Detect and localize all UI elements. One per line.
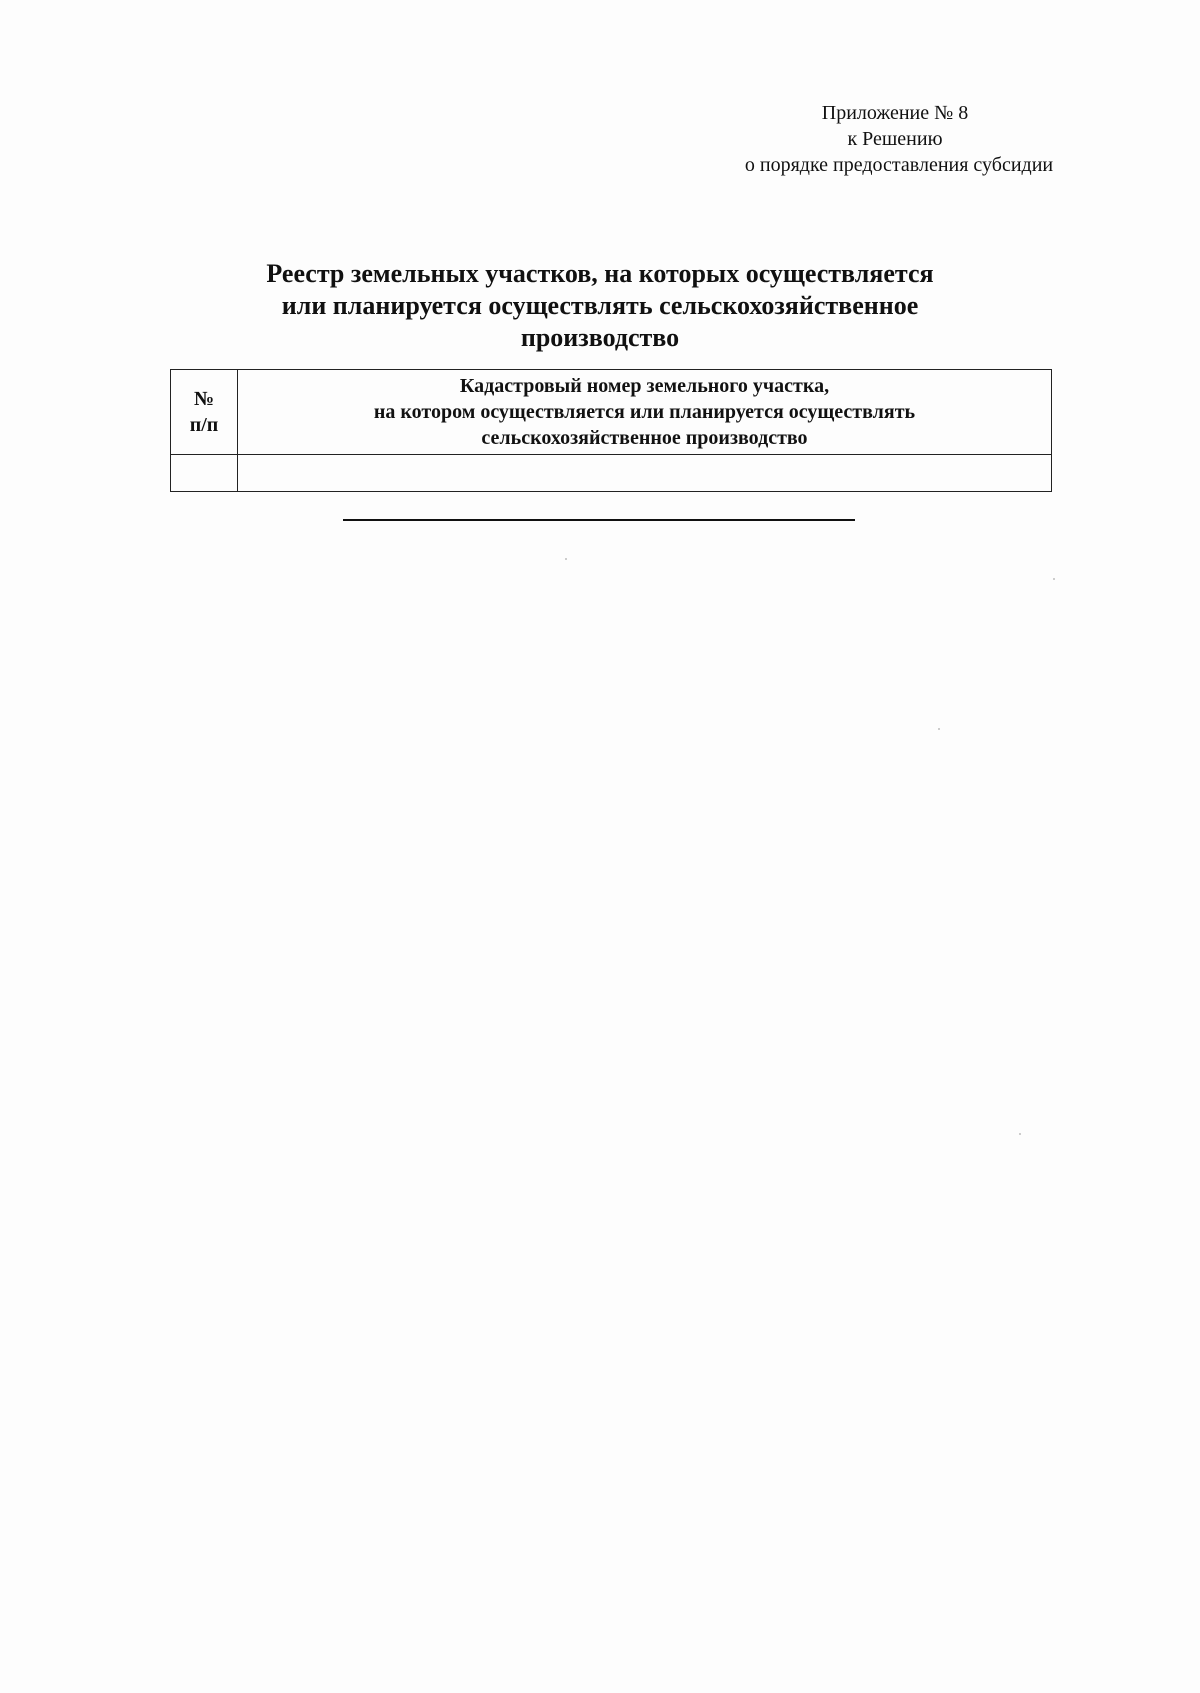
header-cadastral-column: [238, 370, 1052, 455]
header-cadastral-line-2: на котором осуществляется или планируется осуществлять: [373, 401, 916, 423]
header-number-symbol: №: [193, 388, 215, 410]
title-line-1: Реестр земельных участков, на которых осуществляется: [266, 259, 934, 288]
header-cadastral-line-1: Кадастровый номер земельного участка,: [459, 375, 830, 397]
scan-speck: [565, 558, 567, 560]
appendix-number: Приложение № 8: [821, 102, 969, 124]
title-line-2: или планируется осуществлять сельскохозяйственное: [281, 291, 919, 320]
appendix-reference: к Решению: [847, 128, 943, 150]
scan-speck: [1053, 578, 1055, 580]
row-number-cell: [171, 455, 238, 492]
table-row: [171, 455, 1052, 492]
scan-speck: [938, 728, 940, 730]
appendix-header: [700, 100, 1090, 178]
title-line-3: производство: [520, 323, 680, 352]
header-cadastral-line-3: сельскохозяйственное производство: [481, 427, 808, 449]
registry-table: [170, 369, 1052, 492]
table-header-row: [171, 370, 1052, 455]
document-title: [150, 258, 1050, 354]
closing-rule: [343, 519, 855, 521]
header-number-column: [171, 370, 238, 455]
appendix-subject: о порядке предоставления субсидии: [744, 154, 1054, 176]
row-cadastral-cell: [238, 455, 1052, 492]
header-number-abbrev: п/п: [189, 414, 219, 436]
scan-speck: [1019, 1133, 1021, 1135]
